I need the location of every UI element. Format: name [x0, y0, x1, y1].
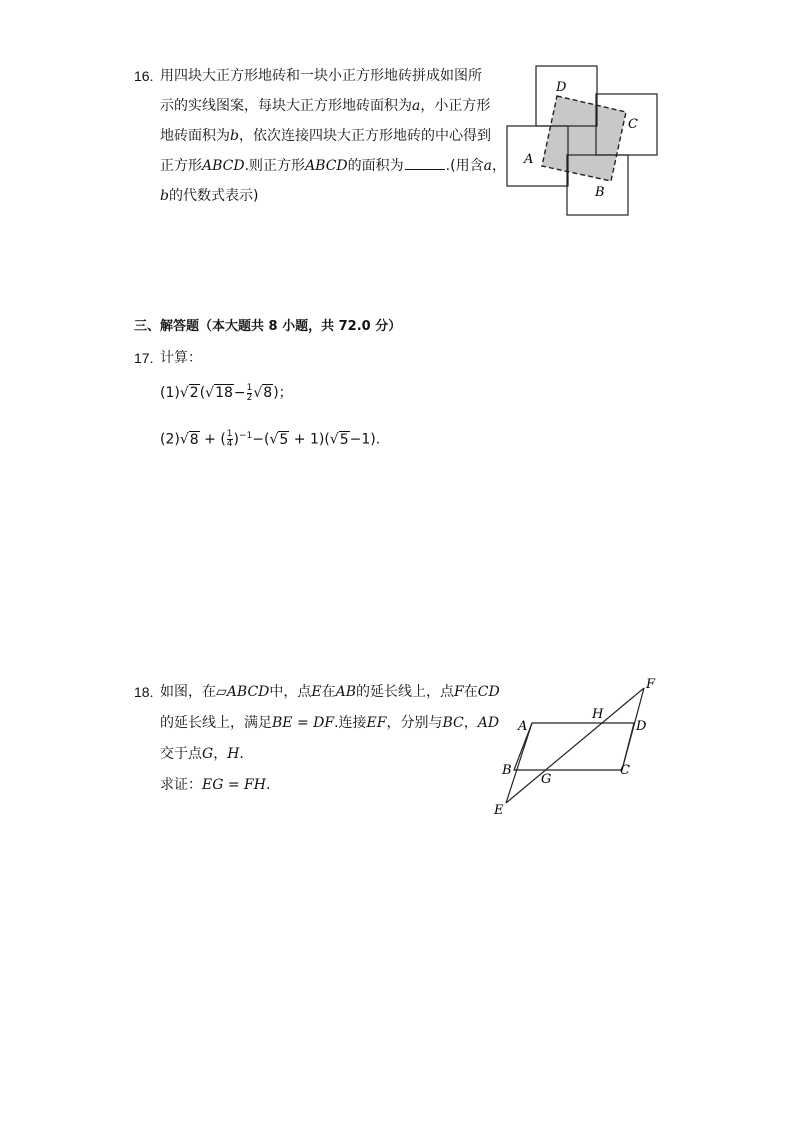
sqrt-8: √8: [253, 385, 273, 401]
fig18-label-b: B: [502, 763, 512, 778]
q17-number: 17.: [134, 350, 154, 366]
q18-line1: 如图，在▱ABCD中，点E在AB的延长线上，点F在CD: [160, 684, 500, 700]
q16-var-b-2: b: [160, 188, 169, 204]
q18-line2: 的延长线上，满足BE = DF.连接EF，分别与BC，AD: [160, 715, 500, 731]
q16-line4c: 的面积为: [347, 158, 404, 174]
q16-line4e: ，: [491, 158, 506, 174]
exponent: −1: [238, 431, 253, 441]
q16-line5a: 的代数式表示): [168, 188, 259, 204]
q18-text: [160, 682, 500, 795]
q16-tile-figure: [500, 60, 665, 220]
fraction-quarter: $\frac{1}{4}$: [226, 429, 233, 450]
line-ef: [506, 688, 644, 803]
fig18-label-g: G: [541, 772, 552, 787]
q16-var-a: a: [412, 98, 421, 114]
q16-line4a: 正方形: [160, 158, 202, 174]
answer-blank: [405, 157, 445, 170]
fig16-label-a: A: [524, 152, 534, 167]
q18-line3: 交于点G，H.: [160, 746, 244, 762]
q16-square2: ABCD: [305, 158, 348, 174]
q16-line4d: .(用含: [445, 158, 484, 174]
fig18-label-e: E: [494, 803, 504, 818]
q16-line5: [160, 186, 506, 206]
section-title: 三、解答题（本大题共 8 小题，共 72.0 分）: [134, 319, 402, 334]
q16-text: [160, 66, 506, 206]
fraction-half: $\frac{1}{2}$: [246, 382, 253, 403]
fig18-label-f: F: [646, 677, 656, 692]
q16-line2a: 示的实线图案，每块大正方形地砖面积为: [160, 98, 412, 114]
sqrt-8b: √8: [179, 431, 199, 448]
fig16-label-b: B: [595, 185, 605, 200]
q17-part2: (2)√8 + ( $\frac{1}{4}$ )$^{-1}$−(√5 + 1)(√5−1).: [160, 429, 381, 450]
fig18-label-h: H: [592, 707, 604, 722]
q18-number: 18.: [134, 684, 154, 700]
q17-label: 计算：: [160, 350, 202, 366]
sqrt-18: √18: [205, 385, 233, 401]
sqrt-2: √2: [179, 385, 199, 401]
q16-line2b: ，小正方形: [420, 98, 491, 114]
fig18-label-d: D: [636, 719, 647, 734]
q16-var-b: b: [230, 128, 239, 144]
sqrt-5b: √5: [329, 431, 349, 448]
q16-number: 16.: [134, 68, 154, 84]
parallelogram-symbol: ▱: [216, 684, 227, 700]
q16-square1: ABCD: [202, 158, 245, 174]
q17-part1: (1)√2(√18− $\frac{1}{2}$ √8)；: [160, 382, 293, 403]
fig16-label-d: D: [556, 80, 567, 95]
q16-line3a: 地砖面积为: [160, 128, 230, 144]
sqrt-5: √5: [269, 431, 289, 448]
q16-line3: [160, 126, 506, 146]
q16-line4b: .则正方形: [244, 158, 306, 174]
q16-line4: [160, 156, 506, 176]
q16-line2: [160, 96, 506, 116]
q16-line3b: ，依次连接四块大正方形地砖的中心得到: [238, 128, 491, 144]
q16-line1: 用四块大正方形地砖和一块小正方形地砖拼成如图所: [160, 68, 482, 84]
q18-line4: 求证：EG = FH.: [160, 777, 271, 793]
fig18-label-a: A: [518, 719, 528, 734]
q16-var-a-2: a: [483, 158, 492, 174]
fig18-label-c: C: [620, 763, 630, 778]
q18-parallelogram-figure: [488, 672, 663, 822]
fig16-label-c: C: [628, 117, 638, 132]
q17-part1-label: (1): [160, 385, 180, 401]
q17-part2-label: (2): [160, 431, 180, 448]
